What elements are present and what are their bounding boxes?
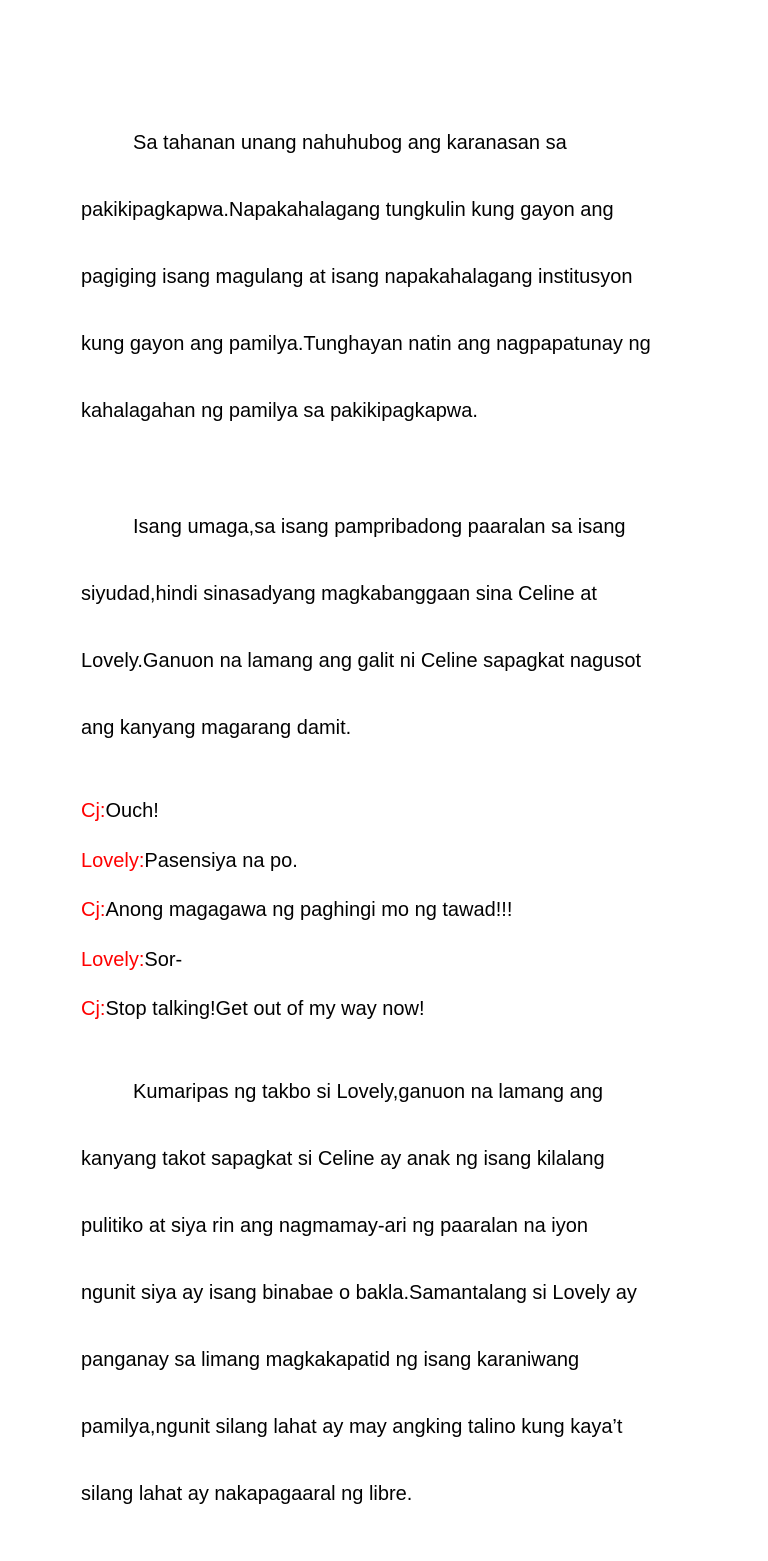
paragraph-aftermath bbox=[81, 1043, 701, 1546]
dialogue-text: Pasensiya na po. bbox=[144, 849, 298, 872]
dialogue-text: Stop talking!Get out of my way now! bbox=[105, 998, 425, 1020]
paragraph-line: kanyang takot sapagkat si Celine ay anak ng isang kilalang bbox=[81, 1148, 605, 1170]
paragraph-line: Sa tahanan unang nahuhubog ang karanasan sa bbox=[133, 131, 567, 154]
paragraph-line: Kumaripas ng takbo si Lovely,ganuon na lamang ang bbox=[133, 1081, 603, 1103]
paragraph-line: pulitiko at siya rin ang nagmamay-ari ng paaralan na iyon bbox=[81, 1215, 588, 1237]
paragraph-line: pakikipagkapwa.Napakahalagang tungkulin kung gayon ang bbox=[81, 198, 614, 221]
paragraph-line: panganay sa limang magkakapatid ng isang karaniwang bbox=[81, 1349, 580, 1371]
speaker-label: Cj: bbox=[81, 800, 106, 822]
paragraph-line: kung gayon ang pamilya.Tunghayan natin ang nagpapatunay ng bbox=[81, 332, 651, 355]
dialogue-line bbox=[81, 845, 701, 879]
dialogue-text: Sor- bbox=[144, 948, 183, 971]
speaker-label: Cj: bbox=[81, 998, 106, 1020]
dialogue-line bbox=[81, 993, 701, 1027]
document-body bbox=[81, 93, 701, 1561]
dialogue-text: Anong magagawa ng paghingi mo ng tawad!!! bbox=[105, 899, 513, 921]
paragraph-scene bbox=[81, 478, 701, 780]
paragraph-line: silang lahat ay nakapagaaral ng libre. bbox=[81, 1483, 413, 1505]
dialogue-line bbox=[81, 894, 701, 928]
paragraph-line: ang kanyang magarang damit. bbox=[81, 717, 352, 739]
paragraph-line: pagiging isang magulang at isang napakahalagang institusyon bbox=[81, 265, 633, 288]
paragraph-line: pamilya,ngunit silang lahat ay may angking talino kung kaya’t bbox=[81, 1416, 623, 1438]
paragraph-line: ngunit siya ay isang binabae o bakla.Samantalang si Lovely ay bbox=[81, 1282, 637, 1304]
dialogue-line bbox=[81, 944, 701, 978]
speaker-label: Lovely: bbox=[81, 948, 145, 971]
paragraph-line: Isang umaga,sa isang pampribadong paaralan sa isang bbox=[133, 516, 626, 538]
speaker-label: Lovely: bbox=[81, 849, 145, 872]
dialogue-text: Ouch! bbox=[105, 800, 159, 822]
dialogue-line bbox=[81, 795, 701, 829]
paragraph-line: siyudad,hindi sinasadyang magkabanggaan sina Celine at bbox=[81, 583, 597, 605]
paragraph-line: kahalagahan ng pamilya sa pakikipagkapwa. bbox=[81, 399, 478, 422]
speaker-label: Cj: bbox=[81, 899, 106, 921]
paragraph-line: Lovely.Ganuon na lamang ang galit ni Celine sapagkat nagusot bbox=[81, 650, 642, 672]
paragraph-intro bbox=[81, 93, 701, 462]
